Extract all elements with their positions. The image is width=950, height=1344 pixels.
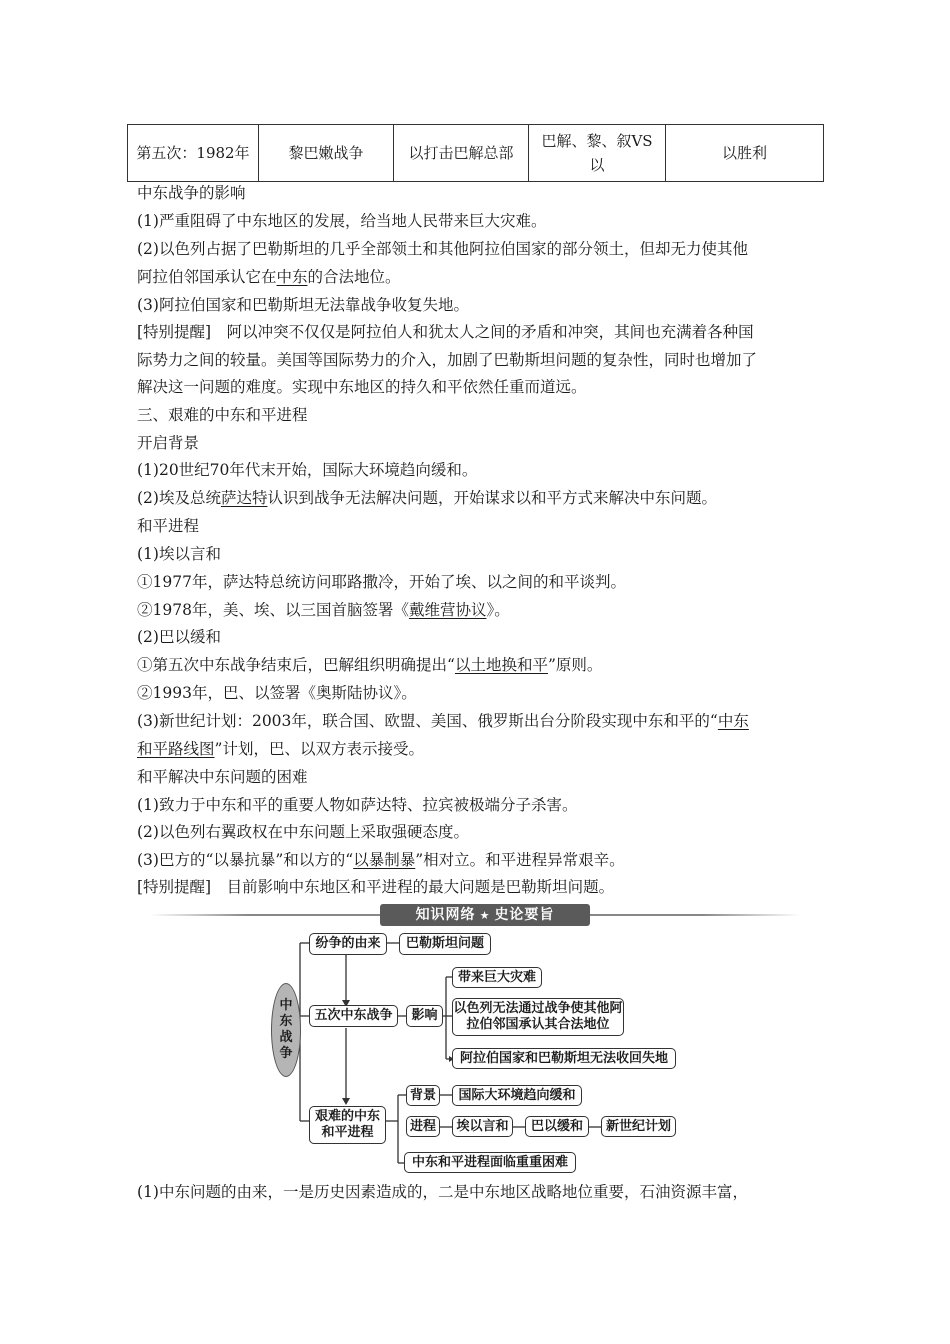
paragraph: (2)埃及总统萨达特认识到战争无法解决问题，开始谋求以和平方式来解决中东问题。 bbox=[137, 489, 717, 507]
paragraph: (1)20世纪70年代末开始，国际大环境趋向缓和。 bbox=[137, 461, 478, 479]
diagram-root: 中东战争 bbox=[271, 983, 301, 1077]
table-cell: 第五次：1982年 bbox=[128, 125, 259, 182]
node-palestine: 巴勒斯坦问题 bbox=[399, 933, 491, 955]
subheading: 开启背景 bbox=[137, 434, 200, 452]
table-cell: 以打击巴解总部 bbox=[394, 125, 529, 182]
subheading: 和平解决中东问题的困难 bbox=[137, 768, 308, 786]
node-process: 进程 bbox=[406, 1116, 440, 1137]
node-difficulties: 中东和平进程面临重重困难 bbox=[404, 1152, 576, 1173]
node-bg-value: 国际大环境趋向缓和 bbox=[452, 1085, 582, 1106]
paragraph: (2)以色列右翼政权在中东问题上采取强硬态度。 bbox=[137, 823, 469, 841]
paragraph: 阿拉伯邻国承认它在中东的合法地位。 bbox=[137, 268, 401, 286]
paragraph: (3)新世纪计划：2003年，联合国、欧盟、美国、俄罗斯出台分阶段实现中东和平的“中东 bbox=[137, 712, 749, 730]
star-icon: ★ bbox=[479, 909, 491, 922]
table-cell: 巴解、黎、叙VS以 bbox=[529, 125, 666, 182]
paragraph: ②1978年，美、埃、以三国首脑签署《戴维营协议》。 bbox=[137, 601, 510, 619]
subheading: 和平进程 bbox=[137, 517, 200, 535]
node-impact: 影响 bbox=[406, 1005, 443, 1027]
section-heading: 三、艰难的中东和平进程 bbox=[137, 406, 308, 424]
node-process-3: 新世纪计划 bbox=[601, 1116, 676, 1137]
paragraph: (1)致力于中东和平的重要人物如萨达特、拉宾被极端分子杀害。 bbox=[137, 796, 578, 814]
table-cell: 黎巴嫩战争 bbox=[259, 125, 394, 182]
paragraph: ①第五次中东战争结束后，巴解组织明确提出“以土地换和平”原则。 bbox=[137, 656, 603, 674]
node-wars: 五次中东战争 bbox=[309, 1005, 398, 1027]
tip-paragraph: 际势力之间的较量。美国等国际势力的介入，加剧了巴勒斯坦问题的复杂性，同时也增加了 bbox=[137, 351, 758, 369]
paragraph: (1)中东问题的由来，一是历史因素造成的，二是中东地区战略地位重要，石油资源丰富， bbox=[137, 1183, 748, 1201]
paragraph: (2)以色列占据了巴勒斯坦的几乎全部领土和其他阿拉伯国家的部分领土，但却无力使其他 bbox=[137, 240, 748, 258]
table-cell: 以胜利 bbox=[666, 125, 824, 182]
node-impact-2: 以色列无法通过战争使其他阿拉伯邻国承认其合法地位 bbox=[452, 998, 624, 1036]
paragraph: (3)巴方的“以暴抗暴”和以方的“以暴制暴”相对立。和平进程异常艰辛。 bbox=[137, 851, 625, 869]
node-bg: 背景 bbox=[406, 1085, 440, 1106]
node-peace: 艰难的中东和平进程 bbox=[309, 1106, 386, 1144]
node-process-2: 巴以缓和 bbox=[525, 1116, 589, 1137]
subheading: (2)巴以缓和 bbox=[137, 628, 221, 646]
node-origin: 纷争的由来 bbox=[309, 933, 387, 955]
tip-paragraph: [特别提醒] 目前影响中东地区和平进程的最大问题是巴勒斯坦问题。 bbox=[137, 878, 615, 896]
paragraph: ①1977年，萨达特总统访问耶路撒冷，开始了埃、以之间的和平谈判。 bbox=[137, 573, 626, 591]
paragraph: ②1993年，巴、以签署《奥斯陆协议》。 bbox=[137, 684, 417, 702]
paragraph: (1)严重阻碍了中东地区的发展，给当地人民带来巨大灾难。 bbox=[137, 212, 547, 230]
paragraph: 和平路线图”计划，巴、以双方表示接受。 bbox=[137, 740, 424, 758]
paragraph: (3)阿拉伯国家和巴勒斯坦无法靠战争收复失地。 bbox=[137, 296, 469, 314]
banner-right: 史论要旨 bbox=[494, 907, 555, 923]
banner-left: 知识网络 bbox=[415, 907, 476, 923]
node-process-1: 埃以言和 bbox=[452, 1116, 513, 1137]
tip-paragraph: 解决这一问题的难度。实现中东地区的持久和平依然任重而道远。 bbox=[137, 378, 587, 396]
subheading: (1)埃以言和 bbox=[137, 545, 221, 563]
node-impact-3: 阿拉伯国家和巴勒斯坦无法收回失地 bbox=[452, 1048, 676, 1069]
node-impact-1: 带来巨大灾难 bbox=[452, 967, 542, 988]
tip-paragraph: [特别提醒] 阿以冲突不仅仅是阿拉伯人和犹太人之间的矛盾和冲突，其间也充满着各种国 bbox=[137, 323, 754, 341]
impact-heading: 中东战争的影响 bbox=[137, 184, 246, 202]
